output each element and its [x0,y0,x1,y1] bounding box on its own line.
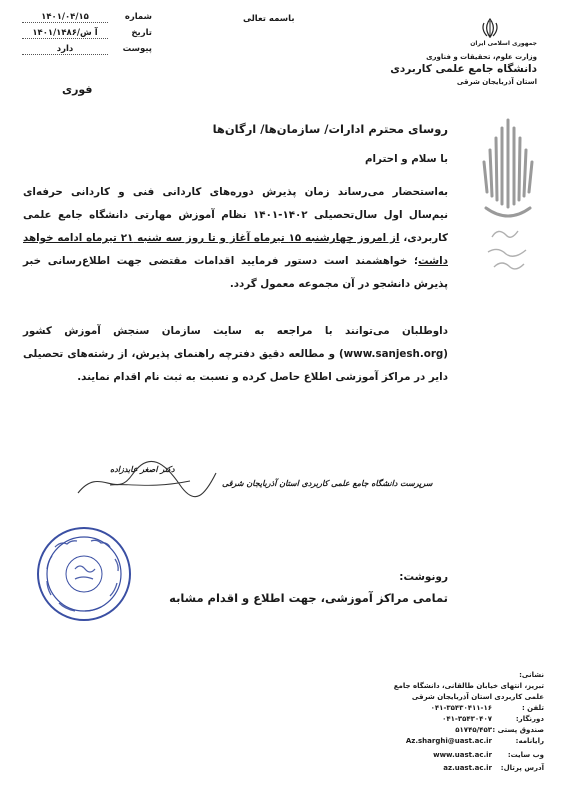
address-label: نشانی: [519,671,544,679]
cc-label: رونوشت: [399,571,448,583]
paragraph-1-text-b: ؛ خواهشمند است دستور فرمایید اقدامات مقتضی جهت اطلاع‌رسانی خبر پذیرش دانشجو در آن مجموعه معمول گردد. [23,255,448,290]
university-logo-icon [478,112,538,282]
letter-date-label: تاریخ [131,28,152,38]
letter-date [22,28,152,41]
email-label: رایانامه: [515,737,544,745]
pobox-label: صندوق پستی : [492,726,544,734]
address-line-1: تبریز، انتهای خیابان طالقانی، دانشگاه جامع [393,682,544,690]
ministry-title: وزارت علوم، تحقیقات و فناوری [426,53,537,61]
letter-attachment-label: پیوست [122,44,152,54]
phone-label: تلفن : [521,704,544,712]
official-stamp-icon [35,525,133,623]
basmala: باسمه تعالی [243,14,295,24]
paragraph-2: داوطلبان می‌توانند با مراجعه به سایت سازمان سنجش آموزش کشور (www.sanjesh.org) و مطالعه دقیق دفترچه راهنمای پذیرش، از رشته‌های تحصیلی دایر در مراکز آموزشی اطلاع حاصل کرده و نسبت به ثبت نام اقدام نمایند. [23,325,448,383]
footer-website [344,751,544,763]
gov-title: جمهوری اسلامی ایران [470,40,537,47]
footer-portal [344,764,544,776]
cc-text: تمامی مراکز آموزشی، جهت اطلاع و اقدام مشابه [169,591,448,605]
website-value[interactable]: www.uast.ac.ir [433,751,492,759]
letter-number-label: شماره [124,12,152,22]
university-title: دانشگاه جامع علمی کاربردی [390,63,537,75]
letter-attachment-value: دارد [22,44,108,55]
letter-attachment [22,44,152,57]
phone-value: ۰۴۱-۳۵۴۳۰۴۱۱-۱۶ [430,704,492,712]
address-line-2: علمی کاربردی استان آذربایجان شرقی [411,693,544,701]
iran-emblem-icon [479,17,501,39]
signer-name: دکتر اصغر عابدزاده [110,465,175,474]
fax-label: دورنگار: [515,715,544,723]
footer-email [344,737,544,749]
pobox-value: ۵۱۷۴۵/۴۵۳ [455,726,492,734]
email-value[interactable]: Az.sharghi@uast.ac.ir [405,737,492,745]
recipients-heading: روسای محترم ادارات/ سازمان‌ها/ ارگان‌ها [212,122,448,136]
branch-title: استان آذربایجان شرقی [456,78,537,86]
paragraph-1 [23,181,448,296]
paragraph-1-underlined: از امروز چهارشنبه ۱۵ تیرماه آغاز و تا روز سه شنبه ۲۱ تیرماه ادامه خواهد داشت [23,232,448,267]
urgent-label: فوری [62,83,93,96]
fax-value: ۰۴۱-۳۵۴۳۰۴۰۷ [442,715,492,723]
signer-title: سرپرست دانشگاه جامع علمی کاربردی استان آذربایجان شرقی [222,479,433,488]
letter-date-value: ۱۴۰۱/۱۴۸۶/آ ش [22,28,108,39]
paragraph-1-text-a: به‌استحضار می‌رساند زمان پذیرش دوره‌های کاردانی فنی و کاردانی حرفه‌ای نیم‌سال اول سال‌تحصیلی ۱۴۰۲-۱۴۰۱ نظام آموزش مهارتی دانشگاه جامع علمی کاربردی، [23,186,449,244]
portal-value[interactable]: az.uast.ac.ir [443,764,492,772]
website-label: وب سایت: [507,751,544,759]
letter-number-value: ۱۴۰۱/۰۴/۱۵ [22,12,108,23]
portal-label: آدرس پرتال: [500,764,544,772]
greeting: با سلام و احترام [364,153,448,165]
signature-scribble-icon [70,455,220,505]
letter-number [22,12,152,25]
